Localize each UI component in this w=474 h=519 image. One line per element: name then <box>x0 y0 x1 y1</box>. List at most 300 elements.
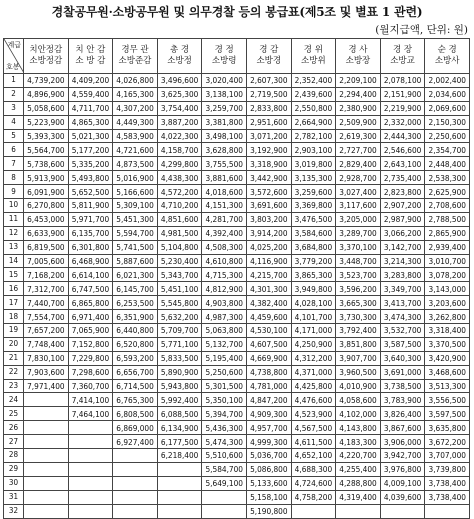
table-row <box>4 240 470 254</box>
salary-cell: 5,223,900 <box>24 115 69 129</box>
salary-cell: 5,913,900 <box>24 171 69 185</box>
salary-cell: 6,808,500 <box>113 407 158 421</box>
salary-cell <box>24 393 69 407</box>
salary-cell <box>68 449 113 463</box>
salary-cell: 4,281,700 <box>202 212 247 226</box>
salary-cell: 4,010,900 <box>336 379 381 393</box>
salary-cell: 3,556,500 <box>425 393 470 407</box>
salary-cell: 2,380,900 <box>336 101 381 115</box>
step-number: 14 <box>4 254 24 268</box>
salary-cell <box>113 490 158 504</box>
salary-cell: 4,039,600 <box>380 490 425 504</box>
salary-cell: 3,907,700 <box>336 351 381 365</box>
salary-cell: 4,151,300 <box>202 199 247 213</box>
salary-cell: 4,999,300 <box>246 435 291 449</box>
salary-cell: 2,209,100 <box>336 74 381 88</box>
step-number: 31 <box>4 490 24 504</box>
salary-cell: 6,927,400 <box>113 435 158 449</box>
table-row <box>4 226 470 240</box>
salary-cell: 4,459,600 <box>246 310 291 324</box>
salary-cell: 2,664,900 <box>291 115 336 129</box>
salary-cell: 4,425,800 <box>291 379 336 393</box>
salary-cell: 3,259,700 <box>202 101 247 115</box>
salary-cell: 3,851,800 <box>336 337 381 351</box>
salary-cell: 5,811,900 <box>68 199 113 213</box>
step-number: 12 <box>4 226 24 240</box>
salary-cell: 3,754,400 <box>157 101 202 115</box>
salary-cell: 2,708,600 <box>425 199 470 213</box>
salary-cell: 3,349,700 <box>380 282 425 296</box>
table-row <box>4 185 470 199</box>
salary-cell: 4,721,600 <box>113 143 158 157</box>
salary-cell: 3,369,800 <box>291 199 336 213</box>
salary-cell: 5,177,200 <box>68 143 113 157</box>
salary-cell: 4,143,800 <box>336 421 381 435</box>
salary-cell: 4,909,300 <box>246 407 291 421</box>
salary-cell: 4,987,300 <box>202 310 247 324</box>
step-number: 27 <box>4 435 24 449</box>
salary-cell: 7,152,800 <box>68 337 113 351</box>
salary-cell: 2,727,700 <box>336 143 381 157</box>
column-header: 치안정감 소방정감 <box>24 39 69 74</box>
step-number: 18 <box>4 310 24 324</box>
salary-cell: 3,867,600 <box>380 421 425 435</box>
salary-cell: 2,643,100 <box>380 157 425 171</box>
salary-cell <box>68 421 113 435</box>
salary-cell: 5,250,600 <box>202 365 247 379</box>
salary-cell <box>24 407 69 421</box>
salary-cell: 4,438,300 <box>157 171 202 185</box>
salary-cell: 7,229,800 <box>68 351 113 365</box>
salary-cell: 2,034,600 <box>425 87 470 101</box>
salary-cell <box>291 504 336 518</box>
table-row <box>4 101 470 115</box>
salary-cell: 5,632,200 <box>157 310 202 324</box>
salary-cell: 3,635,800 <box>425 421 470 435</box>
salary-cell: 6,865,800 <box>68 296 113 310</box>
salary-cell: 6,440,800 <box>113 324 158 338</box>
step-number: 21 <box>4 351 24 365</box>
salary-cell: 4,508,300 <box>202 240 247 254</box>
step-number: 28 <box>4 449 24 463</box>
salary-cell: 7,903,600 <box>24 365 69 379</box>
salary-cell: 2,865,900 <box>425 226 470 240</box>
table-row <box>4 462 470 476</box>
salary-cell: 3,881,600 <box>202 171 247 185</box>
salary-cell: 5,190,800 <box>246 504 291 518</box>
salary-cell: 4,299,800 <box>157 157 202 171</box>
salary-cell: 4,476,600 <box>291 393 336 407</box>
column-header: 경 감 소방경 <box>246 39 291 74</box>
column-header: 경 사 소방장 <box>336 39 381 74</box>
salary-cell <box>113 449 158 463</box>
column-header: 경 장 소방교 <box>380 39 425 74</box>
salary-cell: 3,584,600 <box>291 226 336 240</box>
table-body <box>4 74 470 519</box>
salary-cell: 5,474,300 <box>202 435 247 449</box>
salary-cell: 3,143,000 <box>425 282 470 296</box>
salary-cell: 2,509,900 <box>336 115 381 129</box>
salary-cell: 4,301,300 <box>246 282 291 296</box>
salary-table <box>3 38 470 519</box>
salary-cell: 6,656,700 <box>113 365 158 379</box>
table-row <box>4 504 470 518</box>
salary-cell: 5,350,100 <box>202 393 247 407</box>
salary-cell: 5,741,500 <box>113 240 158 254</box>
salary-cell: 5,132,700 <box>202 337 247 351</box>
salary-cell: 2,294,400 <box>336 87 381 101</box>
salary-cell: 6,869,000 <box>113 421 158 435</box>
salary-cell: 5,133,600 <box>246 476 291 490</box>
salary-cell: 5,158,100 <box>246 490 291 504</box>
salary-cell: 3,523,700 <box>336 268 381 282</box>
salary-cell: 2,352,400 <box>291 74 336 88</box>
salary-cell <box>24 421 69 435</box>
salary-cell: 3,476,500 <box>291 212 336 226</box>
step-number: 32 <box>4 504 24 518</box>
salary-cell: 4,611,500 <box>291 435 336 449</box>
salary-cell: 2,607,300 <box>246 74 291 88</box>
salary-cell: 2,625,900 <box>425 185 470 199</box>
salary-cell: 6,971,400 <box>68 310 113 324</box>
salary-cell: 3,413,700 <box>380 296 425 310</box>
salary-cell <box>113 504 158 518</box>
corner-rank-label: 계급 <box>7 41 21 49</box>
step-number: 13 <box>4 240 24 254</box>
table-row <box>4 476 470 490</box>
salary-cell: 7,440,700 <box>24 296 69 310</box>
salary-cell: 3,792,400 <box>336 324 381 338</box>
salary-cell <box>68 504 113 518</box>
table-row <box>4 296 470 310</box>
step-number: 5 <box>4 129 24 143</box>
salary-cell: 3,138,100 <box>202 87 247 101</box>
salary-cell: 4,058,600 <box>336 393 381 407</box>
salary-cell: 4,312,200 <box>291 351 336 365</box>
salary-cell: 3,262,800 <box>425 310 470 324</box>
salary-cell: 4,018,600 <box>202 185 247 199</box>
salary-cell: 3,078,200 <box>425 268 470 282</box>
table-row <box>4 129 470 143</box>
table-row <box>4 199 470 213</box>
salary-cell: 4,250,900 <box>291 337 336 351</box>
salary-cell: 5,451,300 <box>113 212 158 226</box>
table-row <box>4 87 470 101</box>
salary-cell: 3,665,300 <box>336 296 381 310</box>
salary-cell: 5,649,100 <box>202 476 247 490</box>
salary-cell: 2,987,900 <box>380 212 425 226</box>
salary-cell: 4,028,100 <box>291 296 336 310</box>
step-number: 20 <box>4 337 24 351</box>
salary-cell: 3,496,600 <box>157 74 202 88</box>
salary-cell: 2,069,600 <box>425 101 470 115</box>
salary-cell: 4,903,800 <box>202 296 247 310</box>
salary-cell: 3,513,300 <box>425 379 470 393</box>
salary-cell: 6,747,500 <box>68 282 113 296</box>
salary-cell: 3,691,600 <box>246 199 291 213</box>
salary-cell: 6,134,900 <box>157 421 202 435</box>
corner-header <box>4 39 24 74</box>
salary-cell <box>24 462 69 476</box>
salary-cell: 3,730,300 <box>336 310 381 324</box>
salary-cell <box>113 476 158 490</box>
salary-cell: 3,572,600 <box>246 185 291 199</box>
salary-cell: 5,058,600 <box>24 101 69 115</box>
salary-cell: 3,738,400 <box>425 476 470 490</box>
salary-cell: 4,101,700 <box>291 310 336 324</box>
salary-cell: 3,532,700 <box>380 324 425 338</box>
salary-cell: 5,393,300 <box>24 129 69 143</box>
salary-cell: 6,765,300 <box>113 393 158 407</box>
salary-cell <box>68 435 113 449</box>
column-header: 순 경 소방사 <box>425 39 470 74</box>
salary-cell: 4,449,300 <box>113 115 158 129</box>
step-number: 19 <box>4 324 24 338</box>
salary-cell: 5,195,400 <box>202 351 247 365</box>
salary-cell: 6,177,500 <box>157 435 202 449</box>
salary-cell: 5,230,400 <box>157 254 202 268</box>
salary-cell: 4,026,800 <box>113 74 158 88</box>
salary-cell <box>157 504 202 518</box>
salary-cell: 3,283,800 <box>380 268 425 282</box>
salary-cell: 3,289,700 <box>336 226 381 240</box>
salary-cell: 5,738,600 <box>24 157 69 171</box>
salary-cell: 5,016,900 <box>113 171 158 185</box>
salary-cell: 6,088,500 <box>157 407 202 421</box>
salary-cell: 6,091,900 <box>24 185 69 199</box>
salary-cell: 3,381,800 <box>202 115 247 129</box>
salary-cell: 3,214,300 <box>380 254 425 268</box>
step-number: 26 <box>4 421 24 435</box>
salary-cell: 4,255,400 <box>336 462 381 476</box>
table-row <box>4 324 470 338</box>
salary-cell: 4,392,400 <box>202 226 247 240</box>
salary-cell: 5,394,700 <box>202 407 247 421</box>
salary-cell: 7,298,600 <box>68 365 113 379</box>
table-row <box>4 143 470 157</box>
salary-cell <box>380 504 425 518</box>
salary-cell: 5,493,800 <box>68 171 113 185</box>
salary-cell <box>24 435 69 449</box>
salary-cell: 4,523,900 <box>291 407 336 421</box>
salary-cell: 3,596,200 <box>336 282 381 296</box>
salary-cell: 4,739,200 <box>24 74 69 88</box>
table-row <box>4 254 470 268</box>
salary-cell: 5,887,600 <box>113 254 158 268</box>
salary-cell: 2,719,500 <box>246 87 291 101</box>
salary-cell: 3,738,400 <box>425 490 470 504</box>
salary-cell: 2,823,800 <box>380 185 425 199</box>
salary-cell: 2,546,600 <box>380 143 425 157</box>
salary-cell: 3,587,500 <box>380 337 425 351</box>
salary-cell: 3,672,200 <box>425 435 470 449</box>
salary-cell: 2,833,800 <box>246 101 291 115</box>
salary-cell <box>202 490 247 504</box>
salary-cell: 2,354,700 <box>425 143 470 157</box>
table-row <box>4 171 470 185</box>
salary-cell: 7,168,200 <box>24 268 69 282</box>
salary-cell: 3,066,200 <box>380 226 425 240</box>
salary-cell <box>24 449 69 463</box>
table-row <box>4 74 470 88</box>
salary-cell: 3,783,900 <box>380 393 425 407</box>
salary-cell: 3,027,400 <box>336 185 381 199</box>
step-number: 24 <box>4 393 24 407</box>
salary-cell: 4,873,500 <box>113 157 158 171</box>
salary-cell: 3,739,800 <box>425 462 470 476</box>
step-number: 30 <box>4 476 24 490</box>
salary-cell: 4,957,700 <box>246 421 291 435</box>
salary-cell: 3,906,000 <box>380 435 425 449</box>
salary-cell: 3,976,800 <box>380 462 425 476</box>
salary-cell <box>24 504 69 518</box>
table-row <box>4 212 470 226</box>
salary-cell: 3,826,400 <box>380 407 425 421</box>
step-number: 11 <box>4 212 24 226</box>
salary-cell: 4,102,000 <box>336 407 381 421</box>
salary-cell: 3,803,200 <box>246 212 291 226</box>
salary-cell: 2,444,300 <box>380 129 425 143</box>
salary-cell: 6,270,800 <box>24 199 69 213</box>
table-row <box>4 490 470 504</box>
salary-cell: 5,709,700 <box>157 324 202 338</box>
salary-cell: 5,652,500 <box>68 185 113 199</box>
salary-cell: 3,318,900 <box>246 157 291 171</box>
header-row <box>4 39 470 74</box>
salary-cell: 3,203,600 <box>425 296 470 310</box>
salary-cell: 5,510,600 <box>202 449 247 463</box>
salary-cell: 2,150,300 <box>425 115 470 129</box>
salary-cell: 3,020,400 <box>202 74 247 88</box>
salary-cell: 4,724,600 <box>291 476 336 490</box>
salary-cell: 3,142,700 <box>380 240 425 254</box>
salary-cell: 3,442,900 <box>246 171 291 185</box>
table-row <box>4 157 470 171</box>
salary-cell: 3,779,200 <box>291 254 336 268</box>
salary-cell: 4,710,200 <box>157 199 202 213</box>
salary-cell: 6,819,500 <box>24 240 69 254</box>
salary-cell: 6,633,900 <box>24 226 69 240</box>
salary-cell: 6,614,100 <box>68 268 113 282</box>
salary-cell: 4,847,200 <box>246 393 291 407</box>
salary-cell: 6,351,900 <box>113 310 158 324</box>
salary-cell: 5,594,700 <box>113 226 158 240</box>
salary-cell: 7,554,700 <box>24 310 69 324</box>
salary-cell: 5,166,600 <box>113 185 158 199</box>
salary-cell <box>336 504 381 518</box>
salary-cell: 4,307,200 <box>113 101 158 115</box>
salary-cell: 2,219,900 <box>380 101 425 115</box>
step-number: 2 <box>4 87 24 101</box>
salary-cell: 5,104,800 <box>157 240 202 254</box>
salary-cell <box>202 504 247 518</box>
step-number: 3 <box>4 101 24 115</box>
salary-cell: 3,474,300 <box>380 310 425 324</box>
salary-cell: 2,550,800 <box>291 101 336 115</box>
salary-cell: 5,771,100 <box>157 337 202 351</box>
step-number: 10 <box>4 199 24 213</box>
salary-cell: 3,942,700 <box>380 449 425 463</box>
salary-cell: 6,714,500 <box>113 379 158 393</box>
step-number: 7 <box>4 157 24 171</box>
salary-cell: 5,890,900 <box>157 365 202 379</box>
salary-cell <box>24 490 69 504</box>
salary-cell: 4,171,000 <box>291 324 336 338</box>
salary-cell: 2,788,500 <box>425 212 470 226</box>
salary-cell: 3,498,100 <box>202 129 247 143</box>
salary-cell: 4,758,200 <box>291 490 336 504</box>
column-header: 경 위 소방위 <box>291 39 336 74</box>
salary-cell: 4,009,100 <box>380 476 425 490</box>
salary-cell: 4,851,600 <box>157 212 202 226</box>
salary-cell: 3,010,700 <box>425 254 470 268</box>
salary-cell: 6,135,700 <box>68 226 113 240</box>
salary-cell: 2,903,100 <box>291 143 336 157</box>
salary-cell: 7,414,100 <box>68 393 113 407</box>
salary-cell: 4,688,300 <box>291 462 336 476</box>
salary-cell: 6,468,900 <box>68 254 113 268</box>
salary-cell: 4,158,700 <box>157 143 202 157</box>
salary-cell: 6,301,800 <box>68 240 113 254</box>
salary-cell: 2,829,400 <box>336 157 381 171</box>
salary-cell: 3,640,300 <box>380 351 425 365</box>
salary-cell: 6,218,400 <box>157 449 202 463</box>
salary-cell: 3,205,000 <box>336 212 381 226</box>
salary-cell: 3,468,600 <box>425 365 470 379</box>
salary-cell: 5,992,400 <box>157 393 202 407</box>
salary-cell: 3,887,200 <box>157 115 202 129</box>
salary-cell: 3,370,500 <box>425 337 470 351</box>
salary-cell: 5,971,700 <box>68 212 113 226</box>
salary-cell: 7,312,700 <box>24 282 69 296</box>
salary-cell: 7,748,400 <box>24 337 69 351</box>
step-number: 8 <box>4 171 24 185</box>
salary-cell <box>157 476 202 490</box>
salary-cell: 2,332,000 <box>380 115 425 129</box>
salary-cell: 4,567,500 <box>291 421 336 435</box>
salary-cell: 3,135,300 <box>291 171 336 185</box>
salary-cell: 6,253,500 <box>113 296 158 310</box>
table-row <box>4 435 470 449</box>
salary-cell: 3,914,200 <box>246 226 291 240</box>
table-row <box>4 337 470 351</box>
table-row <box>4 407 470 421</box>
salary-cell: 2,250,600 <box>425 129 470 143</box>
salary-cell: 7,065,900 <box>68 324 113 338</box>
salary-cell: 3,597,500 <box>425 407 470 421</box>
column-header: 치 안 감 소 방 감 <box>68 39 113 74</box>
step-number: 25 <box>4 407 24 421</box>
salary-cell: 4,781,000 <box>246 379 291 393</box>
salary-cell: 6,520,800 <box>113 337 158 351</box>
salary-cell: 4,738,800 <box>246 365 291 379</box>
salary-cell: 2,735,400 <box>380 171 425 185</box>
salary-cell: 4,572,200 <box>157 185 202 199</box>
salary-cell: 5,021,300 <box>68 129 113 143</box>
salary-cell: 3,420,900 <box>425 351 470 365</box>
salary-cell: 3,865,300 <box>291 268 336 282</box>
document-title: 경찰공무원·소방공무원 및 의무경찰 등의 봉급표(제5조 및 별표 1 관련) <box>51 5 423 19</box>
salary-cell: 2,619,300 <box>336 129 381 143</box>
salary-cell: 3,691,000 <box>380 365 425 379</box>
salary-cell: 4,220,700 <box>336 449 381 463</box>
salary-cell <box>24 476 69 490</box>
salary-cell: 2,907,200 <box>380 199 425 213</box>
salary-cell: 7,360,700 <box>68 379 113 393</box>
salary-cell: 3,755,500 <box>202 157 247 171</box>
table-row <box>4 310 470 324</box>
salary-cell: 3,019,800 <box>291 157 336 171</box>
